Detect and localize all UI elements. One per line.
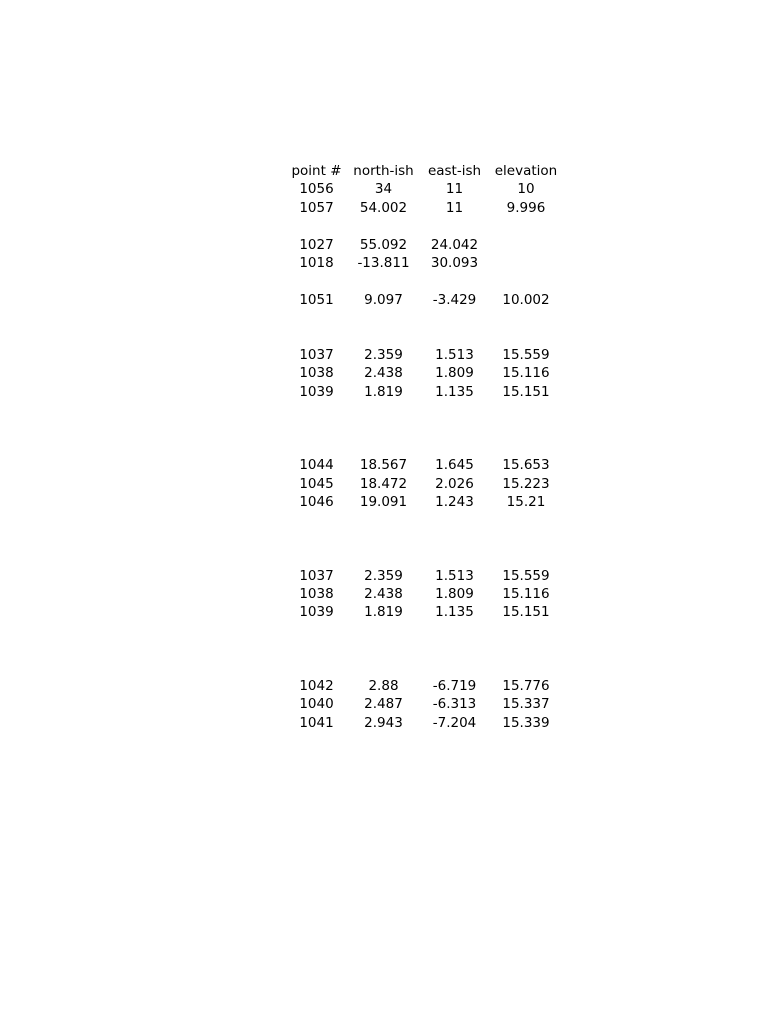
table-header-row: [281, 162, 571, 180]
cell-point-number: 1045: [299, 475, 334, 492]
header-elevation: elevation: [494, 163, 558, 179]
cell-point-number: 1037: [299, 567, 334, 584]
cell-east: 1.135: [435, 604, 474, 621]
table-row: [281, 364, 571, 382]
cell-north: -13.811: [357, 254, 410, 271]
table-row: [281, 346, 571, 364]
cell-north: 2.438: [364, 365, 403, 382]
cell-elevation: [494, 217, 558, 235]
header-north: north-ish: [353, 163, 414, 179]
cell-east: [415, 622, 494, 640]
table-row: [281, 254, 571, 272]
cell-north: [352, 419, 415, 437]
cell-elevation: [494, 659, 558, 677]
cell-point-number: [281, 640, 352, 658]
cell-east: -7.204: [432, 714, 477, 731]
cell-east: [415, 401, 494, 419]
cell-point-number: [281, 419, 352, 437]
cell-elevation: 15.339: [502, 714, 550, 731]
table-row: [281, 180, 571, 198]
cell-north: 2.943: [364, 714, 403, 731]
cell-point-number: 1044: [299, 457, 334, 474]
cell-east: -6.313: [432, 696, 477, 713]
cell-north: [352, 622, 415, 640]
cell-point-number: 1051: [299, 291, 334, 308]
cell-elevation: 15.151: [502, 383, 550, 400]
table-row: [281, 419, 571, 437]
cell-point-number: 1038: [299, 585, 334, 602]
cell-north: 2.487: [364, 696, 403, 713]
table-row: [281, 272, 571, 290]
point-table: [281, 162, 571, 732]
cell-point-number: [281, 401, 352, 419]
cell-point-number: [281, 548, 352, 566]
cell-point-number: 1056: [299, 181, 334, 198]
cell-north: 55.092: [359, 236, 408, 253]
table-row: [281, 695, 571, 713]
cell-east: 30.093: [430, 254, 479, 271]
cell-elevation: 15.116: [502, 365, 550, 382]
cell-east: 1.645: [435, 457, 474, 474]
header-east: east-ish: [427, 163, 482, 179]
cell-east: [415, 530, 494, 548]
cell-elevation: 9.996: [506, 199, 546, 216]
table-row: [281, 530, 571, 548]
table-row: [281, 622, 571, 640]
cell-point-number: 1040: [299, 696, 334, 713]
cell-north: 2.359: [364, 567, 403, 584]
cell-elevation: 15.337: [502, 696, 550, 713]
cell-north: [352, 438, 415, 456]
cell-east: [415, 309, 494, 327]
cell-point-number: 1039: [299, 604, 334, 621]
cell-point-number: 1057: [299, 199, 334, 216]
cell-east: [415, 328, 494, 346]
cell-point-number: 1037: [299, 346, 334, 363]
table-row: [281, 438, 571, 456]
table-row: [281, 603, 571, 621]
cell-point-number: 1039: [299, 383, 334, 400]
cell-east: [415, 272, 494, 290]
cell-elevation: [494, 511, 558, 529]
table-row: [281, 456, 571, 474]
cell-elevation: [494, 236, 558, 254]
cell-east: [415, 511, 494, 529]
cell-elevation: [494, 438, 558, 456]
cell-north: [352, 659, 415, 677]
cell-point-number: 1038: [299, 365, 334, 382]
cell-elevation: [494, 548, 558, 566]
cell-north: 18.567: [359, 457, 408, 474]
cell-north: [352, 328, 415, 346]
cell-elevation: [494, 254, 558, 272]
cell-elevation: [494, 272, 558, 290]
table-row: [281, 511, 571, 529]
cell-elevation: 15.21: [506, 494, 546, 511]
cell-north: 2.88: [368, 677, 399, 694]
table-row: [281, 328, 571, 346]
cell-north: 1.819: [364, 383, 403, 400]
cell-east: [415, 217, 494, 235]
cell-east: 11: [445, 199, 464, 216]
cell-elevation: [494, 419, 558, 437]
cell-elevation: 10: [517, 181, 535, 198]
cell-north: [352, 640, 415, 658]
cell-east: 11: [445, 181, 464, 198]
table-body: [281, 180, 571, 732]
cell-point-number: [281, 622, 352, 640]
cell-point-number: 1027: [299, 236, 334, 253]
cell-point-number: [281, 530, 352, 548]
table-row: [281, 401, 571, 419]
header-point-number: point #: [291, 163, 342, 179]
table-row: [281, 548, 571, 566]
cell-north: 2.359: [364, 346, 403, 363]
cell-east: 2.026: [435, 475, 474, 492]
table-row: [281, 291, 571, 309]
cell-elevation: 15.151: [502, 604, 550, 621]
cell-elevation: 15.559: [502, 346, 550, 363]
cell-north: 54.002: [359, 199, 408, 216]
cell-point-number: [281, 328, 352, 346]
cell-north: [352, 309, 415, 327]
cell-east: -6.719: [432, 677, 477, 694]
table-row: [281, 217, 571, 235]
cell-north: [352, 272, 415, 290]
table-row: [281, 659, 571, 677]
cell-point-number: [281, 659, 352, 677]
table-row: [281, 677, 571, 695]
cell-elevation: 15.116: [502, 585, 550, 602]
cell-north: 9.097: [364, 291, 403, 308]
table-row: [281, 309, 571, 327]
cell-east: -3.429: [432, 291, 477, 308]
cell-north: 1.819: [364, 604, 403, 621]
table-row: [281, 585, 571, 603]
cell-east: 1.809: [435, 585, 474, 602]
cell-point-number: 1046: [299, 494, 334, 511]
cell-north: [352, 401, 415, 419]
cell-elevation: [494, 530, 558, 548]
table-row: [281, 236, 571, 254]
cell-north: [352, 511, 415, 529]
cell-north: [352, 548, 415, 566]
cell-point-number: 1041: [299, 714, 334, 731]
cell-east: 1.809: [435, 365, 474, 382]
cell-east: 1.513: [435, 346, 474, 363]
cell-north: [352, 530, 415, 548]
cell-north: 18.472: [359, 475, 408, 492]
cell-east: 1.243: [435, 494, 474, 511]
table-row: [281, 383, 571, 401]
cell-north: 19.091: [359, 494, 408, 511]
table-row: [281, 640, 571, 658]
cell-point-number: [281, 272, 352, 290]
cell-point-number: [281, 511, 352, 529]
cell-elevation: 10.002: [502, 291, 550, 308]
cell-east: [415, 419, 494, 437]
table-row: [281, 199, 571, 217]
cell-east: [415, 640, 494, 658]
cell-north: 2.438: [364, 585, 403, 602]
cell-elevation: [494, 622, 558, 640]
cell-elevation: 15.223: [502, 475, 550, 492]
cell-elevation: 15.559: [502, 567, 550, 584]
cell-elevation: [494, 328, 558, 346]
cell-elevation: [494, 401, 558, 419]
cell-east: 1.135: [435, 383, 474, 400]
cell-point-number: [281, 309, 352, 327]
cell-point-number: [281, 438, 352, 456]
cell-elevation: 15.653: [502, 457, 550, 474]
cell-point-number: 1042: [299, 677, 334, 694]
table-row: [281, 475, 571, 493]
table-row: [281, 493, 571, 511]
cell-north: 34: [374, 181, 393, 198]
cell-elevation: [494, 640, 558, 658]
table-row: [281, 714, 571, 732]
cell-north: [352, 217, 415, 235]
table-row: [281, 567, 571, 585]
cell-east: 1.513: [435, 567, 474, 584]
cell-east: [415, 438, 494, 456]
cell-point-number: [281, 217, 352, 235]
cell-east: [415, 659, 494, 677]
cell-east: 24.042: [430, 236, 479, 253]
cell-elevation: [494, 309, 558, 327]
cell-elevation: 15.776: [502, 677, 550, 694]
cell-east: [415, 548, 494, 566]
cell-point-number: 1018: [299, 254, 334, 271]
